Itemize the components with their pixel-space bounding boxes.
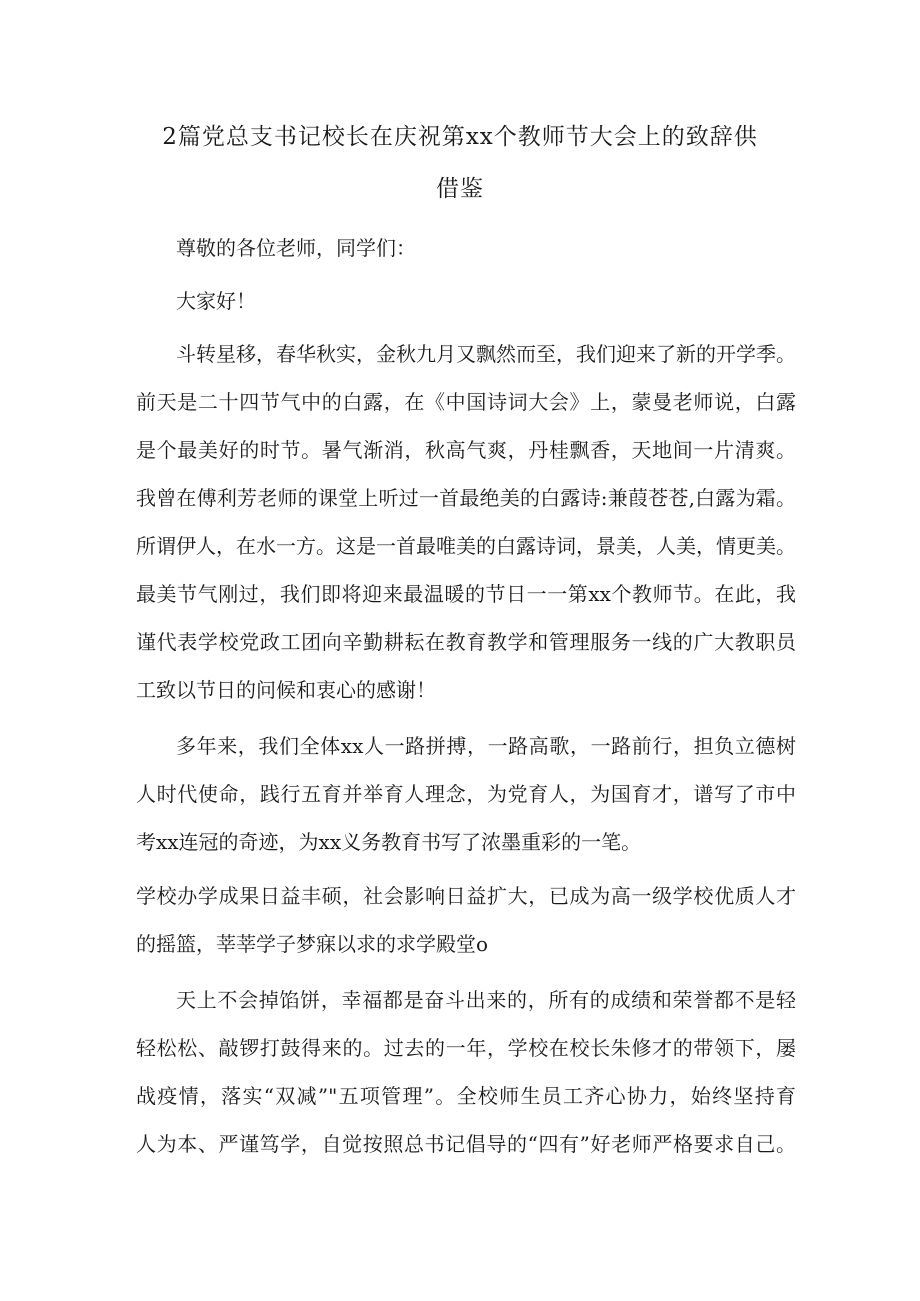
- paragraph-1-line: 是个最美好的时节。暑气渐消，秋高气爽，丹桂飘香，天地间一片清爽。: [136, 438, 796, 462]
- paragraph-1-line: 工致以节日的问候和衷心的感谢！: [136, 678, 436, 702]
- paragraph-1-line: 我曾在傅利芳老师的课堂上听过一首最绝美的白露诗:兼葭苍苍,白露为霜。: [136, 486, 796, 510]
- document-title-line-1: 2篇党总支书记校长在庆祝第xx个教师节大会上的致辞供: [162, 124, 758, 150]
- paragraph-3-line: 学校办学成果日益丰硕，社会影响日益扩大，已成为高一级学校优质人才: [136, 884, 796, 908]
- paragraph-3-line: 的摇篮，莘莘学子梦寐以求的求学殿堂o: [136, 932, 489, 956]
- paragraph-1-line: 最美节气刚过，我们即将迎来最温暖的节日一一第xx个教师节。在此，我: [136, 582, 796, 606]
- paragraph-4-line: 人为本、严谨笃学，自觉按照总书记倡导的“四有”好老师严格要求自己。: [136, 1132, 796, 1156]
- paragraph-2-line: 多年来，我们全体xx人一路拼搏，一路高歌，一路前行，担负立德树: [176, 734, 796, 758]
- paragraph-1-line: 前天是二十四节气中的白露，在《中国诗词大会》上，蒙曼老师说，白露: [136, 390, 796, 414]
- paragraph-4-line: 战疫情，落实“双减”"五项管理”。全校师生员工齐心协力，始终坚持育: [136, 1084, 796, 1108]
- salutation: 尊敬的各位老师，同学们：: [176, 236, 416, 260]
- paragraph-1-line: 谨代表学校党政工团向辛勤耕耘在教育教学和管理服务一线的广大教职员: [136, 630, 796, 654]
- paragraph-1-line: 斗转星移，春华秋实，金秋九月又飘然而至，我们迎来了新的开学季。: [176, 342, 796, 366]
- greeting: 大家好！: [176, 289, 256, 313]
- paragraph-2-line: 考xx连冠的奇迹，为xx义务教育书写了浓墨重彩的一笔。: [136, 830, 642, 854]
- document-title-line-2: 借鉴: [436, 176, 484, 202]
- paragraph-1-line: 所谓伊人，在水一方。这是一首最唯美的白露诗词，景美，人美，情更美。: [136, 534, 796, 558]
- paragraph-4-line: 轻松松、敲锣打鼓得来的。过去的一年，学校在校长朱修才的带领下，屡: [136, 1036, 796, 1060]
- paragraph-4-line: 天上不会掉馅饼，幸福都是奋斗出来的，所有的成绩和荣誉都不是轻: [176, 988, 796, 1012]
- paragraph-2-line: 人时代使命，践行五育并举育人理念，为党育人，为国育才，谱写了市中: [136, 782, 796, 806]
